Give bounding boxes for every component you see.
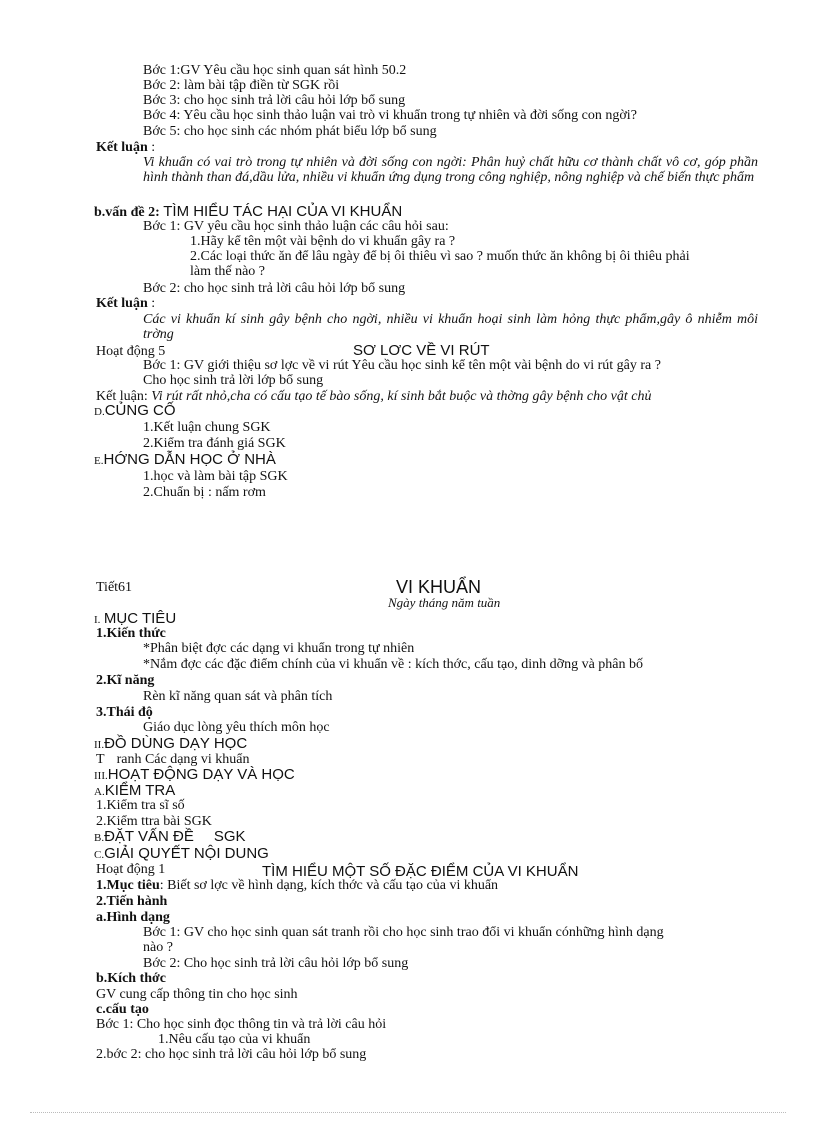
step-line: nào ?	[143, 940, 173, 955]
step-line: Bớc 1:GV Yêu cầu học sinh quan sát hình 50.2	[143, 63, 407, 78]
step-line: Bớc 3: cho học sinh trả lời câu hỏi lớp bổ sung	[143, 93, 406, 108]
section-b-heading: b.vấn đề 2: TÌM HIỂU TÁC HẠI CỦA VI KHUẨN	[94, 203, 403, 220]
lesson-title: VI KHUẨN	[396, 577, 482, 597]
list-item: *Nắm đợc các đặc điểm chính của vi khuẩn về : kích thớc, cấu tạo, dinh dỡng và phân bố	[143, 657, 643, 672]
question: làm thế nào ?	[190, 264, 266, 279]
list-item: 1.học và làm bài tập SGK	[143, 469, 288, 484]
step-line: Bớc 1: GV yêu cầu học sinh thảo luận các câu hỏi sau:	[143, 219, 449, 234]
step-line: Bớc 4: Yêu cầu học sinh thảo luận vai trò vi khuẩn trong tự nhiên và đời sống con ngời?	[143, 108, 637, 123]
activity-title: TÌM HIỂU MỘT SỐ ĐẶC ĐIỂM CỦA VI KHUẨN	[262, 863, 579, 880]
list-item: 1.Kết luận chung SGK	[143, 420, 271, 435]
step-line: Bớc 1: GV cho học sinh quan sát tranh rồi cho học sinh trao đổi vi khuẩn cónhững hình dạng	[143, 925, 664, 940]
subheading: c.cấu tạo	[96, 1002, 149, 1017]
step-line: Bớc 2: Cho học sinh trả lời câu hỏi lớp bổ sung	[143, 956, 409, 971]
subheading: 2.Kĩ năng	[96, 673, 155, 688]
activity-label: Hoạt động 5	[96, 344, 166, 359]
page-bottom-border	[30, 1112, 786, 1113]
subheading: a.Hình dạng	[96, 910, 170, 925]
step-line: Bớc 1: Cho học sinh đọc thông tin và trả lời câu hỏi	[96, 1017, 387, 1032]
subheading: 1.Kiến thức	[96, 626, 166, 641]
section-iii-heading: III.HOẠT ĐỘNG DẠY VÀ HỌC	[94, 766, 295, 783]
section-b-letter-heading: B.ĐẶT VẤN ĐỀ SGK	[94, 828, 246, 845]
date-line: Ngày tháng năm tuần	[388, 595, 501, 610]
subheading: b.Kích thớc	[96, 971, 166, 986]
subheading: 2.Tiến hành	[96, 894, 168, 909]
step-line: 2.bớc 2: cho học sinh trả lời câu hỏi lớp bổ sung	[96, 1047, 367, 1062]
list-item: 2.Chuẩn bị : nấm rơm	[143, 485, 266, 500]
materials-line: T ranh Các dạng vi khuẩn	[96, 752, 250, 767]
list-item: 2.Kiểm ttra bài SGK	[96, 814, 212, 829]
objective-line: 1.Mục tiêu: Biết sơ lợc về hình dạng, kích thớc và cấu tạo của vi khuẩn	[96, 878, 499, 893]
list-item: 2.Kiểm tra đánh giá SGK	[143, 436, 286, 451]
list-item: Giáo dục lòng yêu thích môn học	[143, 720, 330, 735]
question: 2.Các loại thức ăn để lâu ngày để bị ôi thiêu vì sao ? muốn thức ăn không bị ôi thiêu phải	[190, 249, 690, 264]
list-item: *Phân biệt đợc các dạng vi khuẩn trong tự nhiên	[143, 641, 415, 656]
conclusion-heading: Kết luận :	[96, 296, 156, 311]
section-a-heading: A.KIỂM TRA	[94, 782, 176, 799]
section-c-heading: C.GIẢI QUYẾT NỘI DUNG	[94, 845, 269, 862]
activity-label: Hoạt động 1	[96, 862, 166, 877]
question: 1.Hãy kể tên một vài bệnh do vi khuẩn gây ra ?	[190, 234, 456, 249]
step-line: Bớc 2: cho học sinh trả lời câu hỏi lớp bổ sung	[143, 281, 406, 296]
conclusion-text: Vi khuẩn có vai trò trong tự nhiên và đời sống con ngời: Phân huỷ chất hữu cơ thành chất vô cơ, góp phần hình thành than đá,dầu lửa, nhiều vi khuẩn ứng dụng trong công nghiệp, nông nghiệp và chế biến thực phẩm	[143, 155, 758, 185]
section-ii-heading: II.ĐỒ DÙNG DẠY HỌC	[94, 735, 248, 752]
list-item: Rèn kĩ năng quan sát và phân tích	[143, 689, 333, 704]
text-line: GV cung cấp thông tin cho học sinh	[96, 987, 298, 1002]
conclusion-text: Các vi khuẩn kí sinh gây bệnh cho ngời, nhiều vi khuẩn hoại sinh làm hỏng thực phẩm,gây ô nhiễm môi trờng	[143, 312, 758, 342]
step-line: Bớc 5: cho học sinh các nhóm phát biểu lớp bổ sung	[143, 124, 437, 139]
section-i-heading: I. MỤC TIÊU	[94, 610, 177, 627]
question: 1.Nêu cấu tạo của vi khuẩn	[158, 1032, 311, 1047]
conclusion-heading: Kết luận :	[96, 140, 156, 155]
lesson-number: Tiết61	[96, 580, 133, 595]
activity-title: SƠ LƠC VỀ VI RÚT	[353, 342, 490, 359]
list-item: 1.Kiểm tra sĩ số	[96, 798, 185, 813]
step-line: Bớc 2: làm bài tập điền từ SGK rồi	[143, 78, 340, 93]
step-line: Cho học sinh trả lời lớp bổ sung	[143, 373, 324, 388]
section-e-heading: E.HỚNG DẪN HỌC Ở NHÀ	[94, 451, 276, 468]
subheading: 3.Thái độ	[96, 705, 153, 720]
step-line: Bớc 1: GV giới thiệu sơ lợc về vi rút Yêu cầu học sinh kể tên một vài bệnh do vi rút gây ra ?	[143, 358, 661, 373]
conclusion-line: Kết luận: Vi rút rất nhỏ,cha có cấu tạo tế bào sống, kí sinh bắt buộc và thờng gây bệnh cho vật chủ	[96, 389, 652, 404]
section-d-heading: D.CỦNG CỐ	[94, 402, 176, 419]
